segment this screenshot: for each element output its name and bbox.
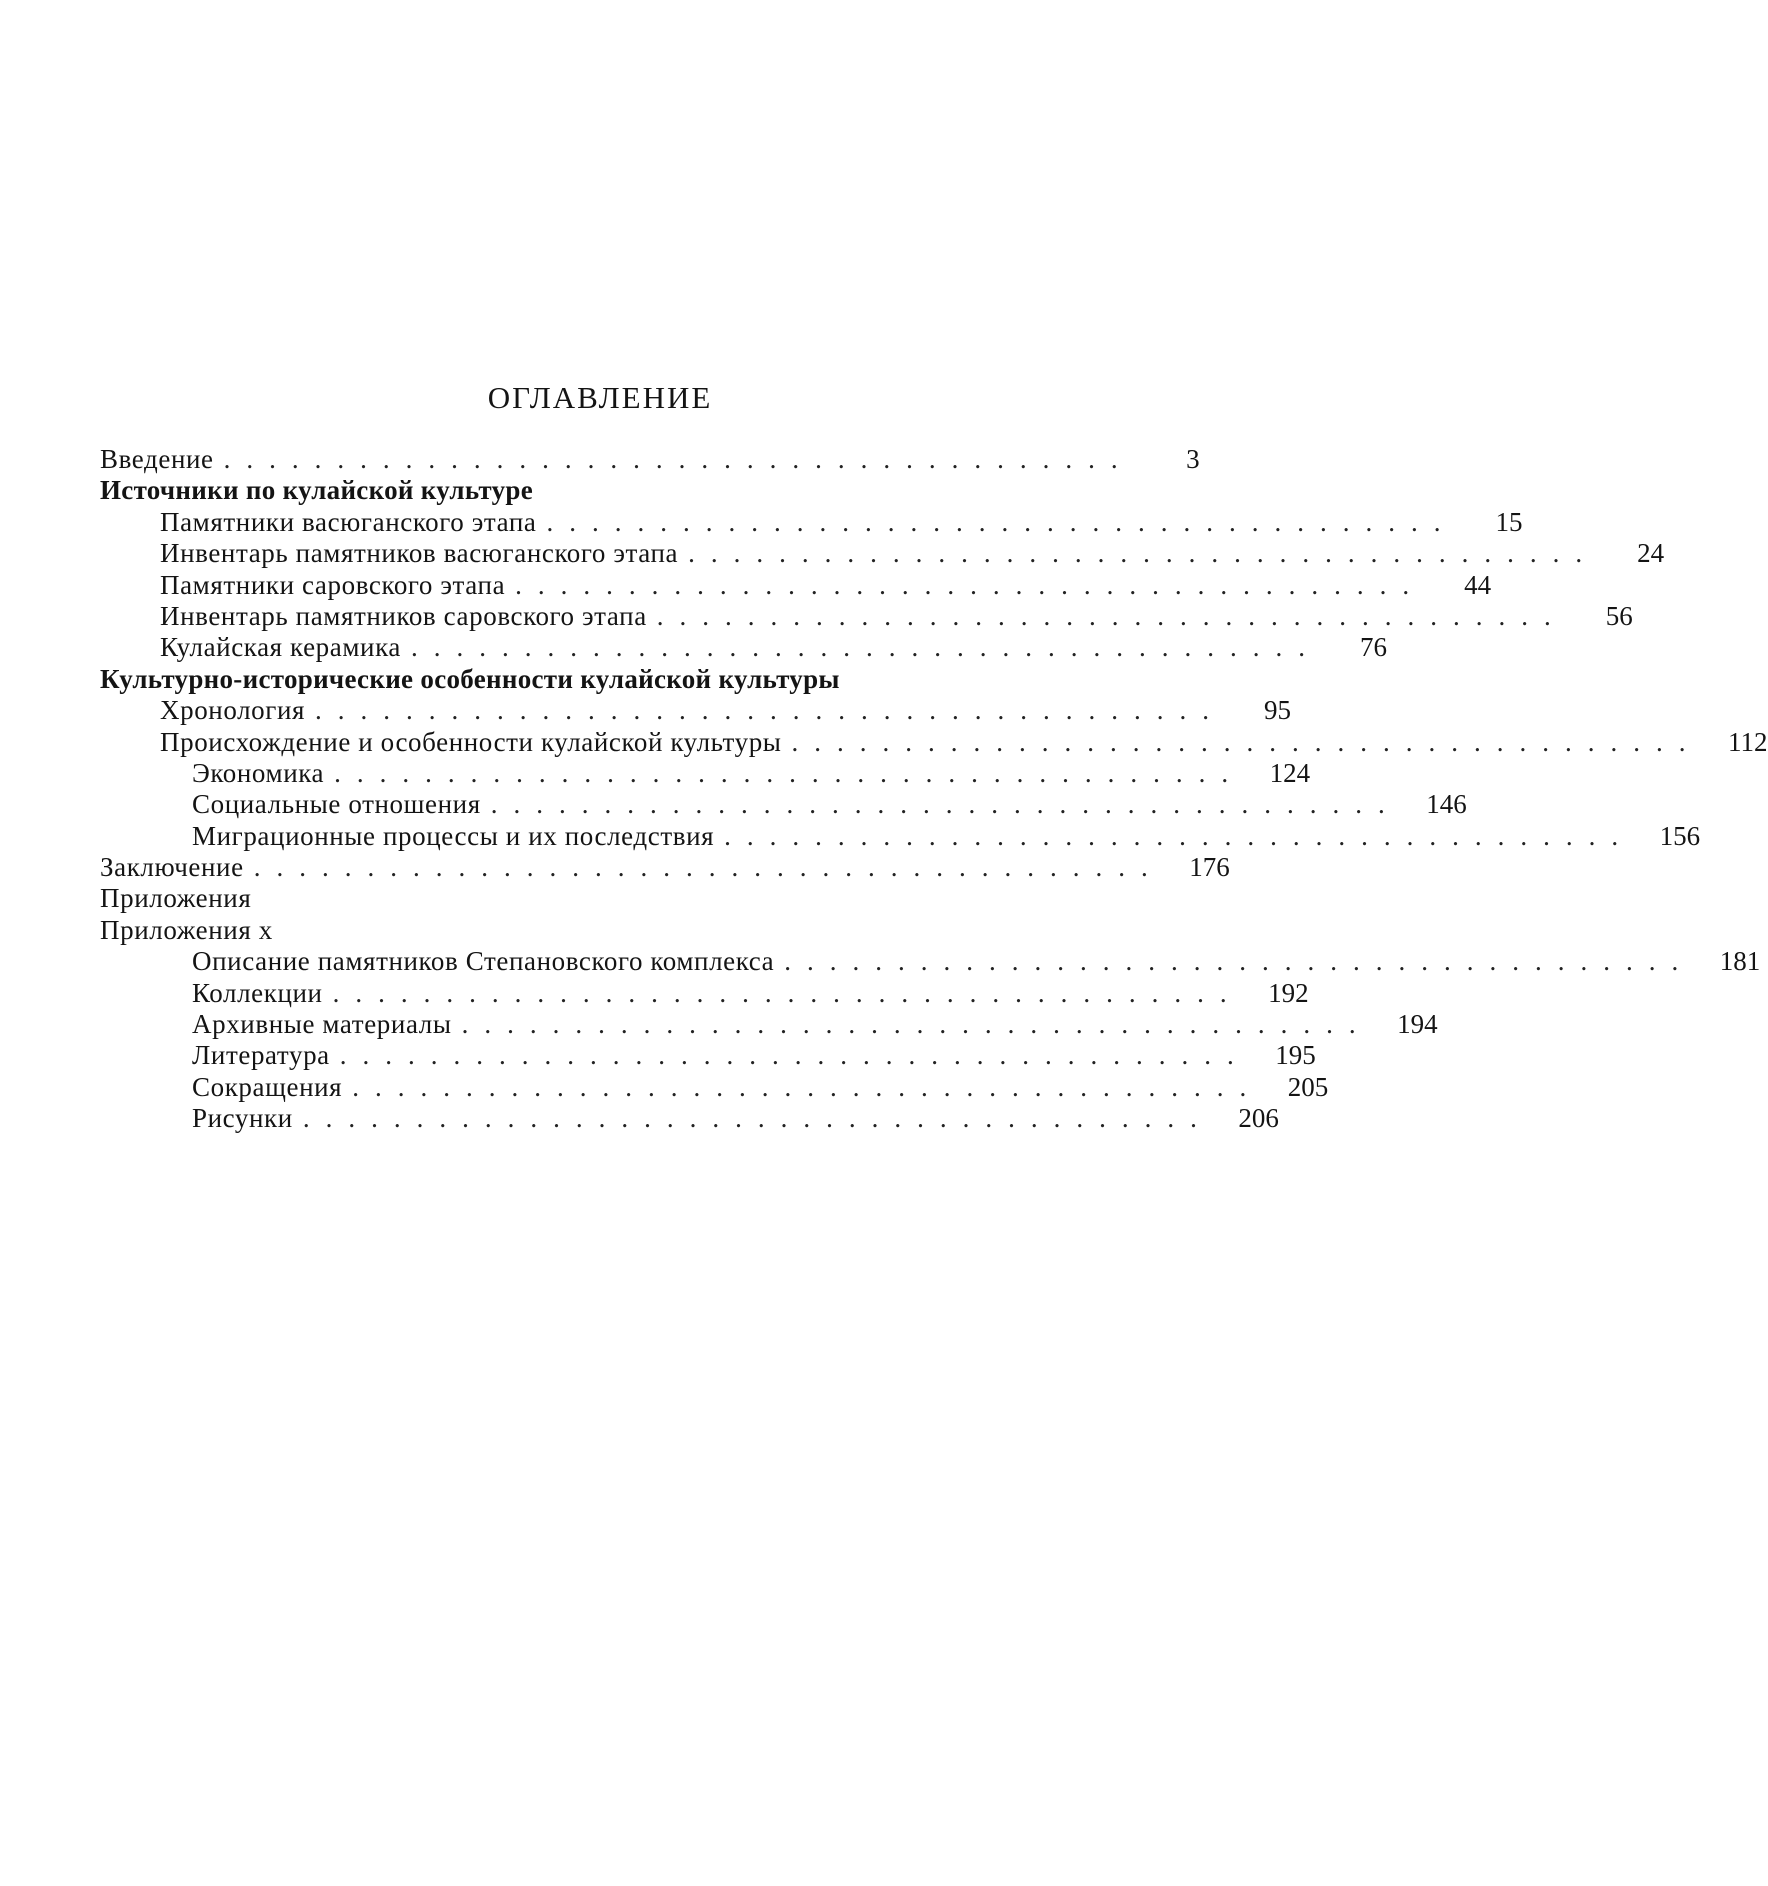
dot-leader: ........................................ <box>546 506 1457 537</box>
toc-entry <box>100 977 1309 1009</box>
toc-entry-page-number: 194 <box>1397 1009 1438 1040</box>
dot-leader: ........................................ <box>784 946 1695 977</box>
toc-entry-title: Заключение <box>100 852 244 883</box>
toc-entry-title: Памятники саровского этапа <box>160 569 506 600</box>
toc-entry <box>100 538 1665 569</box>
toc-entry <box>100 820 1701 852</box>
dot-leader: ........................................ <box>515 569 1426 600</box>
toc-entry-page-number: 146 <box>1426 789 1467 820</box>
toc-entry <box>100 883 1096 914</box>
toc-entry-title: Кулайская керамика <box>160 632 401 663</box>
toc-entry <box>100 600 1633 632</box>
table-of-contents <box>100 444 1768 1135</box>
toc-entry <box>100 726 1768 758</box>
toc-entry <box>100 1103 1279 1134</box>
dot-leader: ........................................ <box>253 852 1164 883</box>
dot-leader: ........................................ <box>490 789 1401 820</box>
toc-entry-page-number: 176 <box>1189 852 1230 883</box>
toc-entry-page-number: 44 <box>1464 569 1492 600</box>
toc-entry-page-number: 156 <box>1659 820 1701 851</box>
toc-entry <box>100 915 1096 946</box>
toc-entry-title: Архивные материалы <box>192 1009 452 1040</box>
dot-leader: ........................................ <box>223 444 1134 474</box>
toc-entry-title: Приложения х <box>100 914 273 945</box>
toc-entry <box>100 695 1292 726</box>
toc-entry-title: Коллекции <box>192 977 323 1008</box>
dot-leader: ........................................ <box>791 726 1702 757</box>
toc-entry <box>100 664 1096 695</box>
toc-entry-title: Памятники васюганского этапа <box>160 506 537 537</box>
dot-leader: ........................................ <box>332 977 1243 1008</box>
toc-entry <box>100 1009 1438 1040</box>
toc-entry <box>100 632 1387 663</box>
dot-leader: ........................................ <box>334 757 1245 788</box>
dot-leader: ........................................ <box>352 1071 1263 1102</box>
toc-title: ОГЛАВЛЕНИЕ <box>487 380 713 415</box>
dot-leader: ........................................ <box>656 600 1567 631</box>
dot-leader: ........................................ <box>461 1009 1372 1040</box>
toc-entry-title: Происхождение и особенности кулайской культуры <box>160 726 782 757</box>
toc-entry-title: Миграционные процессы и их последствия <box>192 820 715 851</box>
toc-entry-title: Рисунки <box>192 1103 293 1134</box>
toc-entry <box>100 1071 1329 1103</box>
toc-entry-page-number: 95 <box>1264 695 1292 726</box>
toc-entry-page-number: 76 <box>1360 632 1387 663</box>
toc-entry-title: Инвентарь памятников васюганского этапа <box>160 538 679 569</box>
toc-entry-title: Описание памятников Степановского комплекса <box>192 946 775 977</box>
toc-entry-title: Сокращения <box>192 1071 343 1102</box>
toc-entry-title: Приложения <box>100 883 252 914</box>
toc-entry-page-number: 124 <box>1269 757 1311 788</box>
toc-entry-title: Экономика <box>192 757 325 788</box>
toc-entry <box>100 506 1523 538</box>
toc-entry-page-number: 206 <box>1238 1103 1279 1134</box>
toc-entry-page-number: 192 <box>1268 977 1309 1008</box>
dot-leader: ........................................ <box>315 695 1226 726</box>
toc-entry <box>100 852 1230 883</box>
toc-entry-page-number: 205 <box>1287 1071 1329 1102</box>
toc-entry-title: Инвентарь памятников саровского этапа <box>160 600 647 631</box>
toc-entry <box>100 1040 1316 1071</box>
dot-leader: ........................................ <box>302 1103 1213 1134</box>
toc-entry-title: Литература <box>192 1040 330 1071</box>
toc-entry <box>100 569 1492 601</box>
toc-entry-title: Социальные отношения <box>192 789 481 820</box>
toc-entry-title: Источники по кулайской культуре <box>100 475 534 506</box>
toc-entry-page-number: 15 <box>1495 506 1523 537</box>
toc-entry-page-number: 56 <box>1605 600 1633 631</box>
toc-entry-page-number: 181 <box>1719 946 1761 977</box>
toc-entry <box>100 475 1096 506</box>
toc-entry-title: Хронология <box>160 695 306 726</box>
dot-leader: ........................................ <box>339 1040 1250 1071</box>
toc-entry-title: Культурно-исторические особенности кулайской культуры <box>100 663 840 694</box>
dot-leader: ........................................ <box>724 820 1635 851</box>
toc-entry-title: Введение <box>100 444 214 474</box>
toc-entry-page-number: 24 <box>1637 538 1665 569</box>
toc-entry-page-number: 195 <box>1275 1040 1316 1071</box>
toc-entry-page-number: 112 <box>1728 726 1768 757</box>
toc-entry <box>100 444 1200 475</box>
toc-entry <box>100 789 1467 820</box>
dot-leader: ........................................ <box>411 632 1321 663</box>
toc-entry <box>100 946 1761 977</box>
toc-entry <box>100 757 1311 789</box>
dot-leader: ........................................ <box>688 538 1599 569</box>
toc-entry-page-number: 3 <box>1186 444 1200 474</box>
